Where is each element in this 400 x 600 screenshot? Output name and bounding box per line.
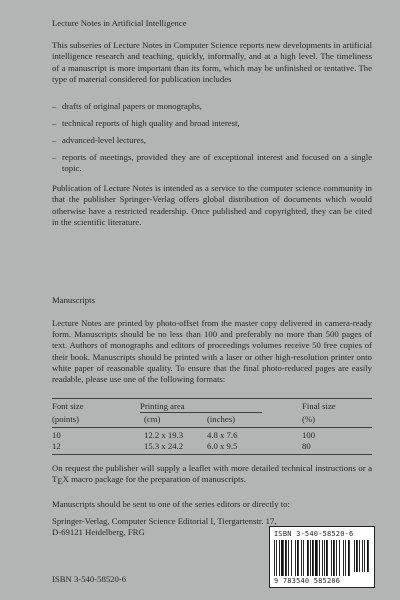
barcode-bar <box>295 540 296 576</box>
barcode-bar <box>297 540 299 576</box>
barcode-bar <box>336 540 337 576</box>
barcode-bar <box>291 540 292 576</box>
barcode-label <box>269 526 375 588</box>
barcode-bar <box>312 540 314 576</box>
address-line-1: Springer-Verlag, Computer Science Editorial I, Tiergartenstr. 17, <box>52 516 277 526</box>
row-2-font-size: 12 <box>52 441 61 451</box>
barcode-bar <box>326 540 328 576</box>
manuscripts-text: Lecture Notes are printed by photo-offset from the master copy delivered in camera-ready form. Manuscripts should be no less than 100 and preferably no more than 500 pages of text. Authors of monographs and editors of proceedings volumes receive 50 free copies of their book. Manuscripts should be printed with a laser or other high-resolution printer onto white paper of reasonable quality. To ensure that the final photo-reduced pages are easily readable, please use one of the following formats: <box>52 318 372 385</box>
barcode-bars <box>274 540 370 576</box>
header-percent: (%) <box>302 414 316 424</box>
barcode-addon-bar <box>362 540 363 572</box>
row-1-cm: 12.2 x 19.3 <box>144 430 184 440</box>
barcode-bar <box>343 540 344 576</box>
header-cm: (cm) <box>144 414 161 424</box>
publication-list <box>52 101 372 180</box>
header-printing-area: Printing area <box>140 401 185 411</box>
table-bottom-rule <box>52 454 372 455</box>
barcode-isbn-text: ISBN 3-540-58520-6 <box>274 530 354 538</box>
table-top-rule <box>52 398 372 399</box>
send-instructions: Manuscripts should be sent to one of the series editors or directly to: <box>52 499 290 509</box>
barcode-addon-bar <box>356 540 358 572</box>
barcode-bar <box>285 540 287 576</box>
header-inches: (inches) <box>207 414 235 424</box>
address-line-2: D-69121 Heidelberg, FRG <box>52 527 145 538</box>
row-2-final-size: 80 <box>302 441 311 451</box>
barcode-bar <box>348 540 350 576</box>
row-2-cm: 15.3 x 24.2 <box>144 441 184 451</box>
tex-logo: TEX <box>52 474 69 487</box>
barcode-bar <box>310 540 311 576</box>
row-1-inches: 4.8 x 7.6 <box>207 430 238 440</box>
printing-area-rule <box>140 412 262 413</box>
row-2-inches: 6.0 x 9.5 <box>207 441 238 451</box>
barcode-bar <box>322 540 323 576</box>
barcode-bar <box>281 540 284 576</box>
barcode-addon-bar <box>359 540 360 572</box>
barcode-bar <box>324 540 325 576</box>
barcode-bar <box>345 540 346 576</box>
barcode-bar <box>301 540 302 576</box>
list-item: – technical reports of high quality and broad interest, <box>52 118 372 129</box>
list-item: – drafts of original papers or monographs, <box>52 101 372 112</box>
list-item: – advanced-level lectures, <box>52 135 372 146</box>
series-title: Lecture Notes in Artificial Intelligence <box>52 18 187 28</box>
barcode-addon-bar <box>354 540 355 572</box>
barcode-bar <box>288 540 289 576</box>
table-header-rule <box>52 427 372 428</box>
request-paragraph: On request the publisher will supply a leaflet with more detailed technical instructions or a TEX macro package for the preparation of manuscripts. <box>52 463 372 487</box>
barcode-bar <box>279 540 280 576</box>
barcode-bar <box>339 540 340 576</box>
row-1-final-size: 100 <box>302 430 316 440</box>
barcode-bar <box>315 540 318 576</box>
barcode-bar <box>276 540 277 576</box>
list-item: – reports of meetings, provided they are of exceptional interest and focused on a single topic. <box>52 152 372 175</box>
publisher-address <box>52 516 277 538</box>
publication-paragraph: Publication of Lecture Notes is intended as a service to the computer science community in that the publisher Springer-Verlag offers global distribution of documents which would otherwise have a restricted readership. Once published and copyrighted, they can be cited in the scientific literature. <box>52 183 372 227</box>
header-font-size: Font size <box>52 401 84 411</box>
barcode-digits: 9 783540 585206 <box>274 577 341 585</box>
barcode-bar <box>331 540 332 576</box>
header-points: (points) <box>52 414 80 424</box>
row-1-font-size: 10 <box>52 430 61 440</box>
isbn-label: ISBN 3-540-58520-6 <box>52 574 127 584</box>
header-final-size: Final size <box>302 401 336 411</box>
barcode-addon-bar <box>364 540 365 572</box>
manuscripts-heading: Manuscripts <box>52 295 95 305</box>
barcode-bar <box>319 540 320 576</box>
barcode-bar <box>303 540 304 576</box>
intro-paragraph: This subseries of Lecture Notes in Computer Science reports new developments in artificial intelligence research and teaching, quickly, informally, and at a high level. The timeliness of a manuscript is more important than its form, which may be unfinished or tentative. The type of material considered for publication includes <box>52 40 372 84</box>
barcode-bar <box>333 540 335 576</box>
barcode-bar <box>307 540 309 576</box>
barcode-addon-bar <box>367 540 369 572</box>
barcode-bar <box>274 540 275 576</box>
